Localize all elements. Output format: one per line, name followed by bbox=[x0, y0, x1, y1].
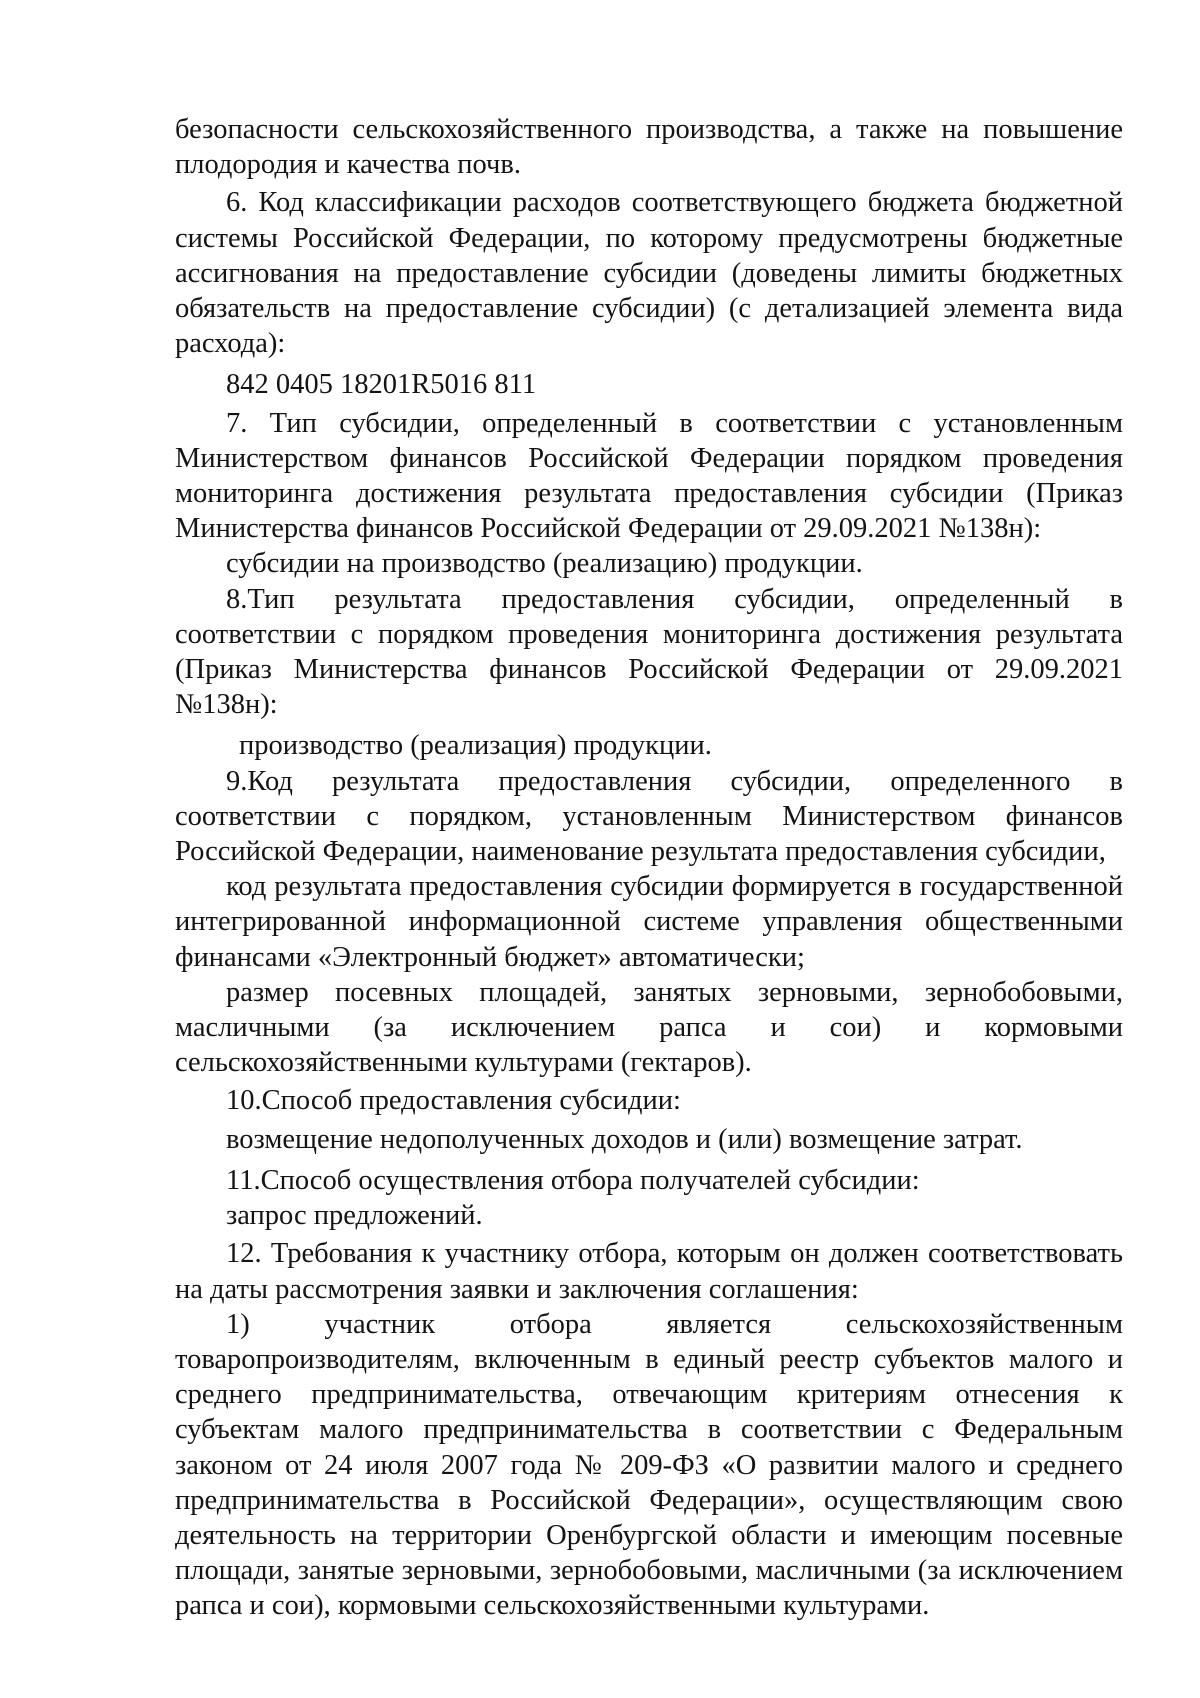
paragraph-10: 10.Способ предоставления субсидии: bbox=[226, 1085, 681, 1117]
document-body bbox=[175, 112, 1123, 1624]
paragraph-10-value: возмещение недополученных доходов и (или) возмещение затрат. bbox=[226, 1123, 1023, 1155]
paragraph-6-value: 842 0405 18201R5016 811 bbox=[226, 369, 537, 401]
paragraph-11-value: запрос предложений. bbox=[226, 1200, 483, 1232]
paragraph-9-result-name: размер посевных площадей, занятых зерновыми, зернобобовыми, масличными (за исключением рапса и сои) и кормовыми сельскохозяйственными культурами (гектаров). bbox=[175, 976, 1123, 1079]
paragraph-9-code: код результата предоставления субсидии формируется в государственной интегрированной информационной системе управления общественными финансами «Электронный бюджет» автоматически; bbox=[175, 871, 1123, 973]
paragraph-continuation: безопасности сельскохозяйственного производства, а также на повышение плодородия и качества почв. bbox=[175, 114, 1123, 181]
paragraph-12: 12. Требования к участнику отбора, которым он должен соответствовать на даты рассмотрения заявки и заключения соглашения: bbox=[175, 1238, 1123, 1305]
paragraph-12-item-1: 1) участник отбора является сельскохозяйственным товаропроизводителям, включенным в единый реестр субъектов малого и среднего предпринимательства, отвечающим критериям отнесения к субъектам малого предпринимательства в соответствии с Федеральным законом от 24 июля 2007 года № 209-ФЗ «О развитии малого и среднего предпринимательства в Российской Федерации», осуществляющим свою деятельность на территории Оренбургской области и имеющим посевные площади, занятые зерновыми, зернобобовыми, масличными (за исключением рапса и сои), кормовыми сельскохозяйственными культурами. bbox=[175, 1308, 1123, 1622]
paragraph-11: 11.Способ осуществления отбора получателей субсидии: bbox=[226, 1164, 920, 1196]
paragraph-6: 6. Код классификации расходов соответствующего бюджета бюджетной системы Российской Федерации, по которому предусмотрены бюджетные ассигнования на предоставление субсидии (доведены лимиты бюджетных обязательств на предоставление субсидии) (с детализацией элемента вида расхода): bbox=[175, 187, 1123, 360]
paragraph-7: 7. Тип субсидии, определенный в соответствии с установленным Министерством финансов Российской Федерации порядком проведения мониторинга достижения результата предоставления субсидии (Приказ Министерства финансов Российской Федерации от 29.09.2021 №138н): bbox=[175, 407, 1123, 545]
paragraph-8-value: производство (реализация) продукции. bbox=[239, 730, 712, 762]
paragraph-9: 9.Код результата предоставления субсидии, определенного в соответствии с порядком, установленным Министерством финансов Российской Федерации, наименование результата предоставления субсидии, bbox=[175, 765, 1123, 868]
paragraph-8: 8.Тип результата предоставления субсидии, определенный в соответствии с порядком проведения мониторинга достижения результата (Приказ Министерства финансов Российской Федерации от 29.09.2021 №138н): bbox=[175, 583, 1123, 721]
paragraph-7-value: субсидии на производство (реализацию) продукции. bbox=[226, 548, 863, 580]
